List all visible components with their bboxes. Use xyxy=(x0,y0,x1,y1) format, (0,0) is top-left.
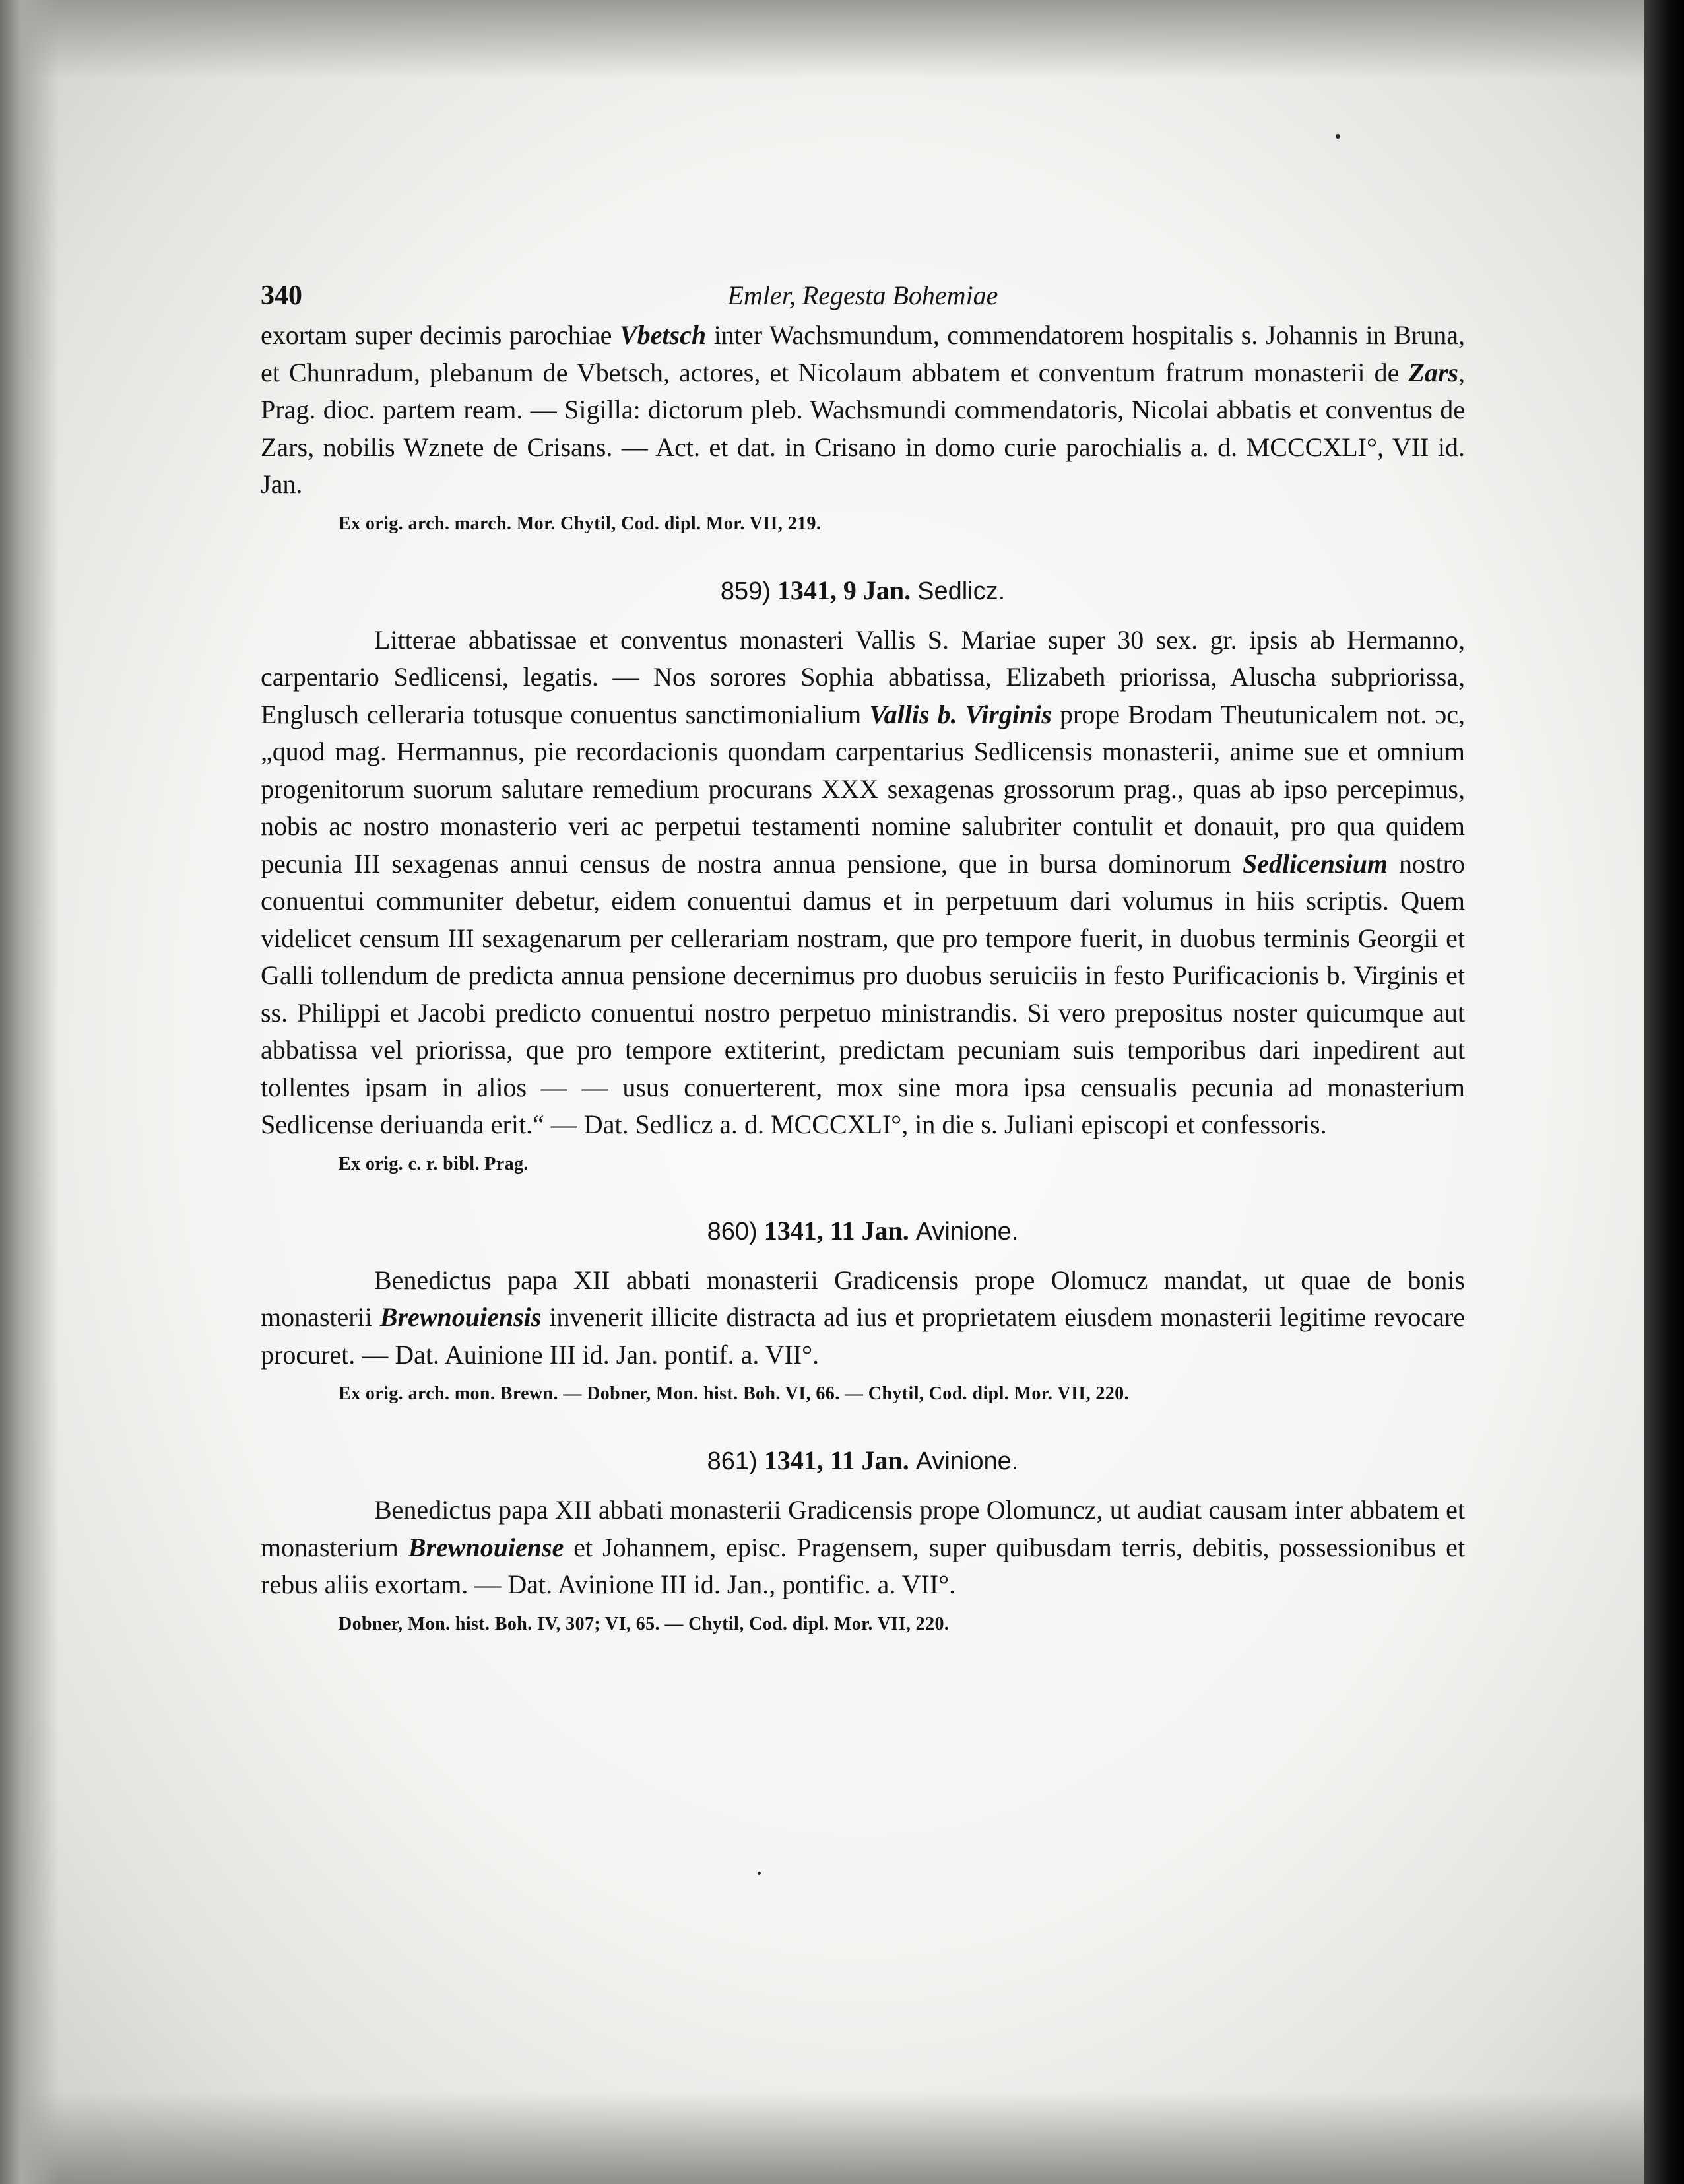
entry-heading xyxy=(261,1442,1465,1480)
entry-date: 1341, 9 Jan. xyxy=(777,575,911,605)
entry-text: Benedictus papa XII abbati monasterii Gradicensis prope Olomuncz, ut audiat causam inter abbatem et monasterium Brewnouiense et Johannem, episc. Pragensem, super quibusdam terris, debitis, possessionibus et rebus aliis exortam. — Dat. Avinione III id. Jan., pontific. a. VII°. xyxy=(261,1495,1465,1599)
entry-source: Dobner, Mon. hist. Boh. IV, 307; VI, 65. — Chytil, Cod. dipl. Mor. VII, 220. xyxy=(339,1613,950,1634)
page-content xyxy=(261,271,1465,1638)
running-head xyxy=(261,271,1465,317)
entry-date: 1341, 11 Jan. xyxy=(763,1445,909,1475)
dust-speck xyxy=(1336,134,1340,139)
continuation-source: Ex orig. arch. march. Mor. Chytil, Cod. dipl. Mor. VII, 219. xyxy=(339,513,822,534)
entry-number: 861) xyxy=(707,1447,758,1475)
scan-shadow-left xyxy=(0,0,59,2184)
scan-edge-right xyxy=(1644,0,1684,2184)
dust-speck xyxy=(758,1872,761,1875)
entry-number: 859) xyxy=(720,577,771,605)
entry-date: 1341, 11 Jan. xyxy=(763,1215,909,1245)
entry-861 xyxy=(261,1442,1465,1638)
entry-place: Sedlicz. xyxy=(917,577,1006,605)
running-title: Emler, Regesta Bohemiae xyxy=(727,281,998,310)
entry-number: 860) xyxy=(707,1217,758,1245)
entry-source: Ex orig. c. r. bibl. Prag. xyxy=(339,1153,529,1174)
entry-source: Ex orig. arch. mon. Brewn. — Dobner, Mon. hist. Boh. VI, 66. — Chytil, Cod. dipl. Mor. VII, 220. xyxy=(339,1383,1129,1404)
scan-shadow-bottom xyxy=(0,2092,1656,2184)
page-number: 340 xyxy=(261,281,302,311)
entry-heading xyxy=(261,1212,1465,1250)
entry-text: Benedictus papa XII abbati monasterii Gradicensis prope Olomucz mandat, ut quae de bonis monasterii Brewnouiensis invenerit illicite distracta ad ius et proprietatem eiusdem monasterii legitime revocare procuret. — Dat. Auinione III id. Jan. pontif. a. VII°. xyxy=(261,1265,1465,1370)
entry-heading xyxy=(261,572,1465,610)
entry-860 xyxy=(261,1212,1465,1408)
scan-shadow-top xyxy=(0,0,1656,79)
entry-text: Litterae abbatissae et conventus monasteri Vallis S. Mariae super 30 sex. gr. ipsis ab Hermanno, carpentario Sedlicensi, legatis. — Nos sorores Sophia abbatissa, Elizabeth priorissa, Aluscha subpriorissa, Englusch celleraria totusque conuentus sanctimonialium Vallis b. Virginis prope Brodam Theutunicalem not. ɔc, „quod mag. Hermannus, pie recordacionis quondam carpentarius Sedlicensis monasterii, anime sue et omnium progenitorum suorum salutare remedium procurans XXX sexagenas grossorum prag., quas ab ipso percepimus, nobis ac nostro monasterio veri ac perpetui testamenti nomine salubriter contulit et donauit, pro qua quidem pecunia III sexagenas annui census de nostra annua pensione, que in bursa dominorum Sedlicensium nostro conuentui communiter debetur, eidem conuentui damus et in perpetuum dari volumus in hiis scriptis. Quem videlicet censum III sexagenarum per cellerariam nostram, que pro tempore fuerit, in duobus terminis Georgii et Galli tollendum de predicta annua pensione decernimus pro duobus seruiciis in festo Purificacionis b. Virginis et ss. Philippi et Jacobi predicto conuentui nostro perpetuo ministrandis. Si vero prepositus noster quicumque aut abbatissa vel priorissa, que pro tempore extiterint, predictam pecuniam suis temporibus dari inpedirent aut tollentes ipsam in alios — — usus conuerterent, mox sine mora ipsa censualis pecunia ad monasterium Sedlicense deriuanda erit.“ — Dat. Sedlicz a. d. MCCCXLI°, in die s. Juliani episcopi et confessoris. xyxy=(261,624,1466,1139)
entry-859 xyxy=(261,572,1465,1178)
entry-place: Avinione. xyxy=(915,1447,1019,1475)
continuation-text: exortam super decimis parochiae Vbetsch inter Wachsmundum, commendatorem hospitalis s. Johannis in Bruna, et Chunradum, plebanum de Vbetsch, actores, et Nicolaum abbatem et conventum fratrum monasterii de Zars, Prag. dioc. partem ream. — Sigilla: dictorum pleb. Wachsmundi commendatoris, Nicolai abbatis et conventus de Zars, nobilis Wznete de Crisans. — Act. et dat. in Crisano in domo curie parochialis a. d. MCCCXLI°, VII id. Jan. xyxy=(261,320,1465,499)
entry-place: Avinione. xyxy=(915,1217,1019,1245)
